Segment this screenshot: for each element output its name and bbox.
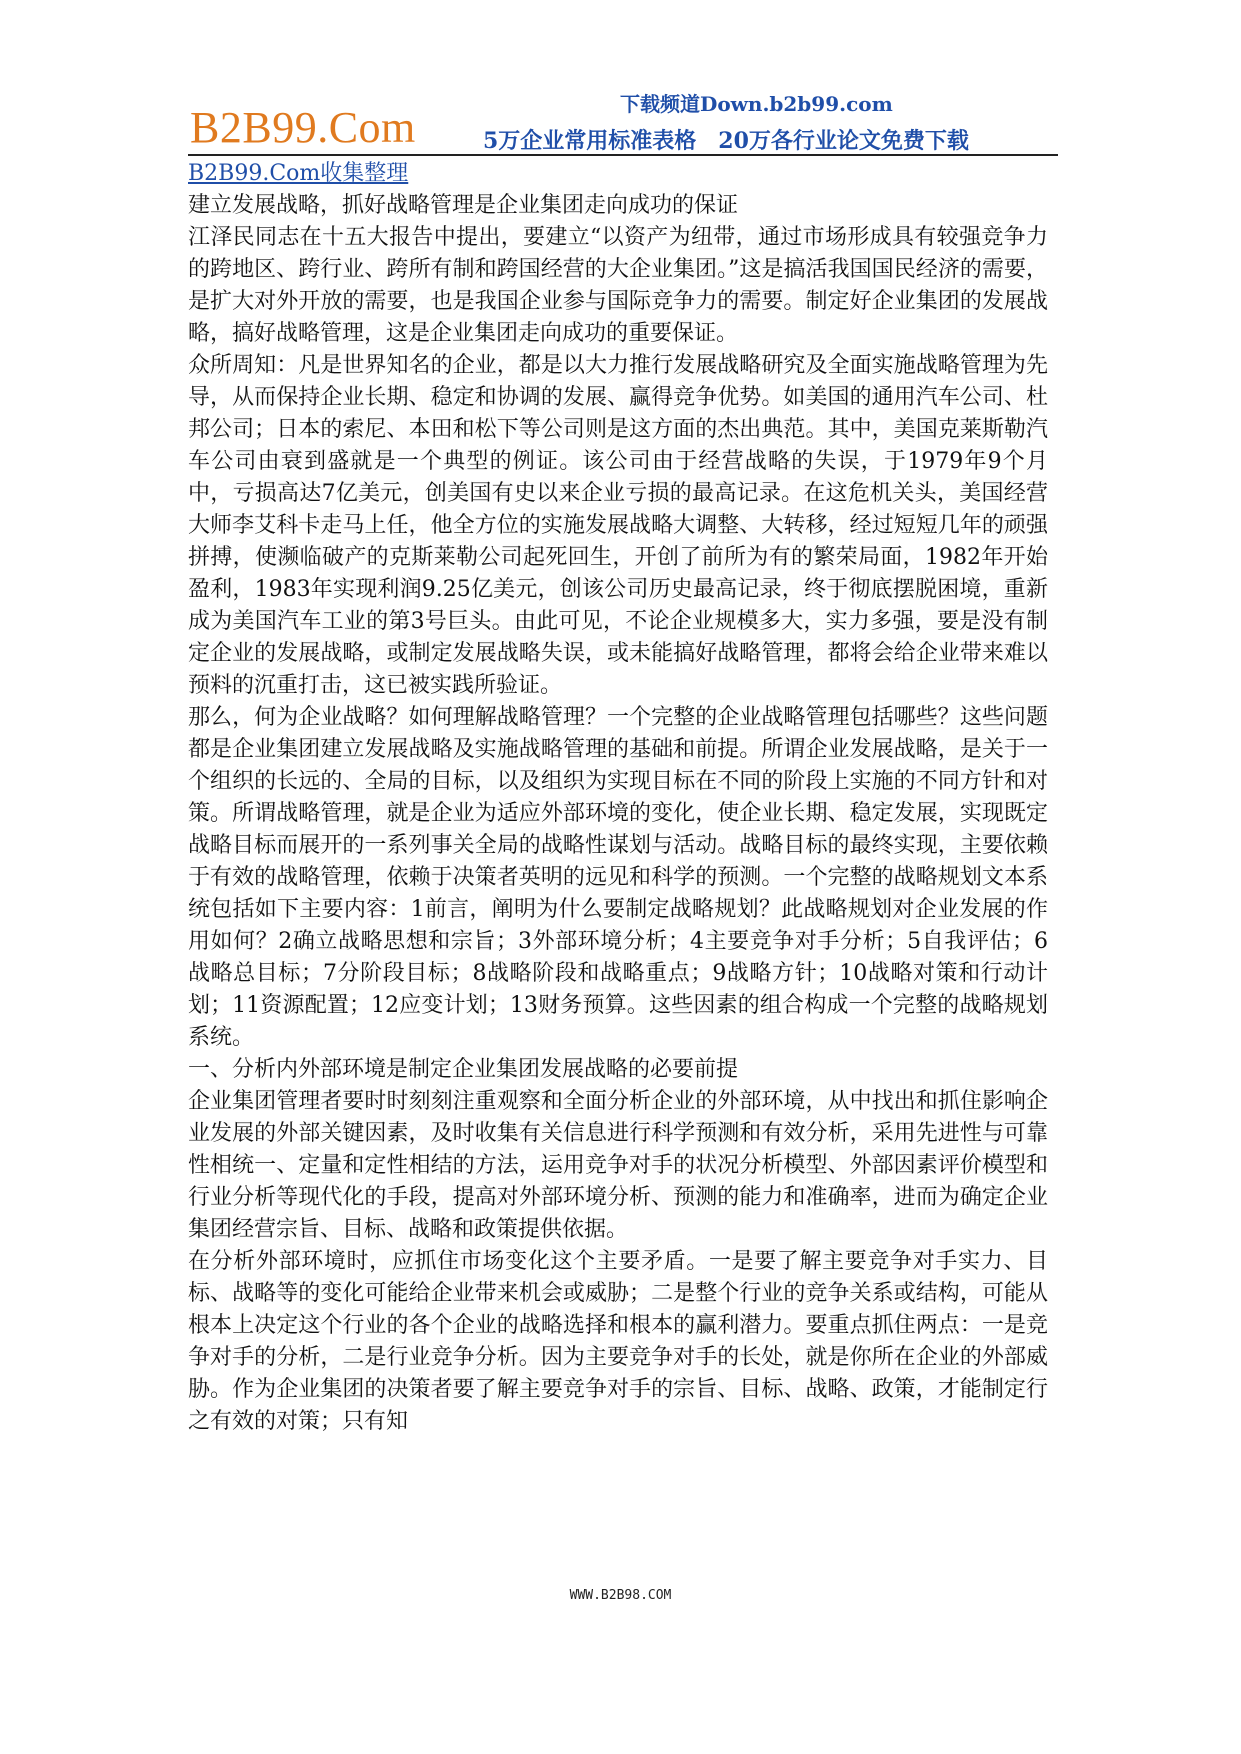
page-footer: WWW.B2B98.COM bbox=[569, 1588, 672, 1603]
paragraph: 江泽民同志在十五大报告中提出，要建立“以资产为纽带，通过市场形成具有较强竞争力的跨地区、跨行业、跨所有制和跨国经营的大企业集团。”这是搞活我国国民经济的需要，是扩大对外开放的需要，也是我国企业参与国际竞争力的需要。制定好企业集团的发展战略，搞好战略管理，这是企业集团走向成功的重要保证。 bbox=[188, 225, 1048, 346]
paragraph: 在分析外部环境时，应抓住市场变化这个主要矛盾。一是要了解主要竞争对手实力、目标、战略等的变化可能给企业带来机会或威胁；二是整个行业的竞争关系或结构，可能从根本上决定这个行业的各个企业的战略选择和根本的赢利潜力。要重点抓住两点：一是竞争对手的分析，二是行业竞争分析。因为主要竞争对手的长处，就是你所在企业的外部威胁。作为企业集团的决策者要了解主要竞争对手的宗旨、目标、战略、政策，才能制定行之有效的对策；只有知 bbox=[188, 1249, 1048, 1434]
paragraph: 那么，何为企业战略？如何理解战略管理？一个完整的企业战略管理包括哪些？这些问题都是企业集团建立发展战略及实施战略管理的基础和前提。所谓企业发展战略，是关于一个组织的长远的、全局的目标，以及组织为实现目标在不同的阶段上实施的不同方针和对策。所谓战略管理，就是企业为适应外部环境的变化，使企业长期、稳定发展，实现既定战略目标而展开的一系列事关全局的战略性谋划与活动。战略目标的最终实现，主要依赖于有效的战略管理，依赖于决策者英明的远见和科学的预测。一个完整的战略规划文本系统包括如下主要内容：1前言，阐明为什么要制定战略规划？此战略规划对企业发展的作用如何？2确立战略思想和宗旨；3外部环境分析；4主要竞争对手分析；5自我评估；6战略总目标；7分阶段目标；8战略阶段和战略重点；9战略方针；10战略对策和行动计划；11资源配置；12应变计划；13财务预算。这些因素的组合构成一个完整的战略规划系统。 bbox=[188, 705, 1048, 1050]
page-header bbox=[188, 82, 1058, 156]
document-body bbox=[188, 158, 1048, 1438]
section-heading: 一、分析内外部环境是制定企业集团发展战略的必要前提 bbox=[188, 1057, 739, 1082]
download-channel-link[interactable]: 下载频道Down.b2b99.com bbox=[620, 92, 893, 116]
paragraph: 众所周知：凡是世界知名的企业，都是以大力推行发展战略研究及全面实施战略管理为先导，从而保持企业长期、稳定和协调的发展、赢得竞争优势。如美国的通用汽车公司、杜邦公司；日本的索尼、本田和松下等公司则是这方面的杰出典范。其中，美国克莱斯勒汽车公司由衰到盛就是一个典型的例证。该公司由于经营战略的失误，于1979年9个月中，亏损高达7亿美元，创美国有史以来企业亏损的最高记录。在这危机关头，美国经营大师李艾科卡走马上任，他全方位的实施发展战略大调整、大转移，经过短短几年的顽强拼搏，使濒临破产的克斯莱勒公司起死回生，开创了前所为有的繁荣局面，1982年开始盈利，1983年实现利润9.25亿美元，创该公司历史最高记录，终于彻底摆脱困境，重新成为美国汽车工业的第3号巨头。由此可见，不论企业规模多大，实力多强，要是没有制定企业的发展战略，或制定发展战略失误，或未能搞好战略管理，都将会给企业带来难以预料的沉重打击，这已被实践所验证。 bbox=[188, 353, 1048, 698]
site-logo[interactable]: B2B99.Com bbox=[190, 103, 416, 152]
promo-banner[interactable]: 5万企业常用标准表格 20万各行业论文免费下载 bbox=[483, 128, 969, 154]
paragraph: 企业集团管理者要时时刻刻注重观察和全面分析企业的外部环境，从中找出和抓住影响企业发展的外部关键因素，及时收集有关信息进行科学预测和有效分析，采用先进性与可靠性相统一、定量和定性相结的方法，运用竞争对手的状况分析模型、外部因素评价模型和行业分析等现代化的手段，提高对外部环境分析、预测的能力和准确率，进而为确定企业集团经营宗旨、目标、战略和政策提供依据。 bbox=[188, 1089, 1048, 1242]
header-divider bbox=[188, 154, 1058, 156]
source-link[interactable]: B2B99.Com收集整理 bbox=[188, 161, 409, 186]
document-title: 建立发展战略，抓好战略管理是企业集团走向成功的保证 bbox=[188, 193, 739, 218]
